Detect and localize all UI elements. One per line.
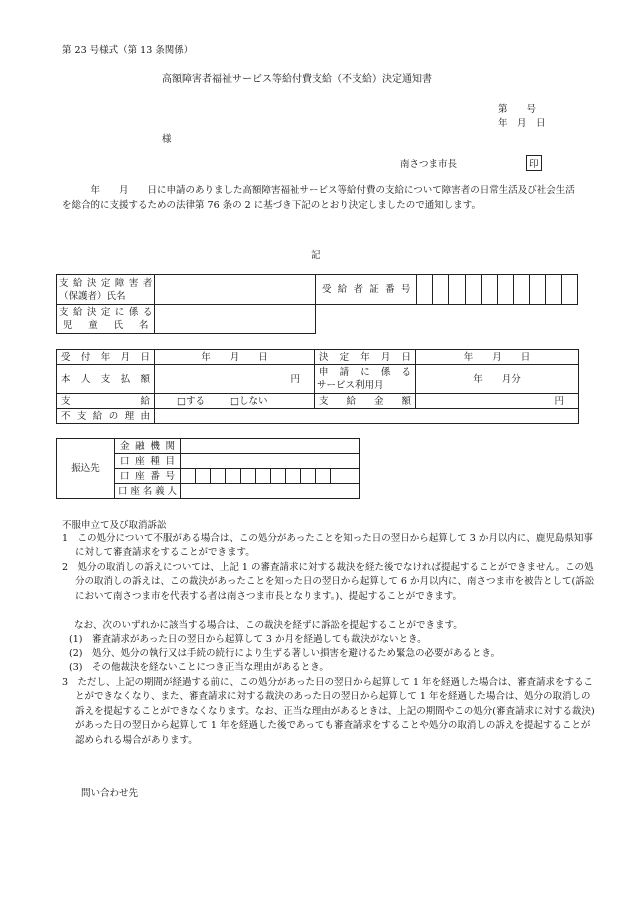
account-digit[interactable]: [256, 469, 271, 484]
document-title: 高額障害者福祉サービス等給付費支給（不支給）決定通知書: [162, 74, 432, 85]
account-digit[interactable]: [301, 469, 316, 484]
account-digit[interactable]: [316, 469, 331, 484]
recipient-table: [56, 274, 578, 334]
support-label: 支給: [57, 394, 155, 409]
receipt-date-field[interactable]: 年 月 日: [155, 350, 315, 365]
appeal-sub-1: (1) 審査請求があった日の翌日から起算して 3 か月を経過しても裁決がないとき。: [69, 634, 427, 645]
cert-digit[interactable]: [449, 275, 465, 305]
child-name-field[interactable]: [155, 305, 316, 334]
cert-digit[interactable]: [529, 275, 545, 305]
cert-digit[interactable]: [433, 275, 449, 305]
cert-digit[interactable]: [513, 275, 529, 305]
appeal-item-1: 1 この処分について不服がある場合は、この処分があったことを知った日の翌日から起算して 3 か月以内に、鹿児島県知事に対して審査請求をすることができます。: [62, 533, 593, 559]
bank-row-label: 口座番号: [115, 469, 181, 484]
account-digit[interactable]: [211, 469, 226, 484]
bank-name-field[interactable]: [181, 439, 360, 454]
account-digit[interactable]: [226, 469, 241, 484]
appeal-item-3: 3 ただし、上記の期間が経過する前に、この処分があった日の翌日から起算して 1 年を経過した場合は、審査請求をすることができなくなり、また、審査請求に対する裁決のあった日の翌日から起算して 1 年を経過した場合は、処分の取消しの訴えを提起することができなくなります。なお、正当な理由があるときは、上記の期間やこの処分(審査請求に対する裁決)があった日の翌日から起算して 1 年を経過した後であっても審査請求をすることや処分の取消しの訴えを提起することが認められる場合があります。: [62, 677, 595, 746]
appeal-sub-3: (3) その他裁決を経ないことにつき正当な理由があるとき。: [69, 662, 329, 673]
account-type-field[interactable]: [181, 454, 360, 469]
bank-row-label: 口座種目: [115, 454, 181, 469]
account-digit[interactable]: [286, 469, 301, 484]
reason-label: 不支給の理由: [57, 409, 155, 424]
receipt-date-label: 受付年月日: [57, 350, 155, 365]
option-yes-checkbox[interactable]: □する: [177, 395, 205, 407]
account-digit[interactable]: [271, 469, 286, 484]
account-digit[interactable]: [241, 469, 256, 484]
amount-label: 支給金額: [315, 394, 416, 409]
recipient-name-label: 支給決定障害者 （保護者）氏名: [57, 275, 155, 305]
intro-paragraph: 年 月 日に申請のありました高額障害福祉サービス等給付費の支給について障害者の日常生活及び社会生活を総合的に支援するための法律第 76 条の 2 に基づき下記のとおり決定しましたので通知します。: [62, 185, 575, 211]
option-no-checkbox[interactable]: □しない: [230, 395, 268, 407]
cert-digit[interactable]: [417, 275, 433, 305]
decision-table: [56, 349, 579, 424]
form-number: 第 23 号様式（第 13 条関係）: [62, 45, 194, 56]
document-date: 年 月 日: [498, 118, 546, 129]
account-digit[interactable]: [181, 469, 196, 484]
account-digit[interactable]: [331, 469, 360, 484]
amount-field[interactable]: 円: [416, 394, 579, 409]
bank-row-label: 口座名義人: [115, 484, 181, 499]
account-holder-field[interactable]: [181, 484, 360, 499]
bank-row-label: 金融機関: [115, 439, 181, 454]
support-options: [155, 394, 315, 409]
ki-heading: 記: [311, 250, 321, 261]
payment-label: 本人支払額: [57, 365, 155, 394]
cert-digit[interactable]: [545, 275, 561, 305]
payment-field[interactable]: 円: [155, 365, 315, 394]
cert-digit[interactable]: [465, 275, 481, 305]
cert-digit[interactable]: [497, 275, 513, 305]
child-name-label: 支給決定に係る 児童氏名: [57, 305, 155, 334]
cert-number-label: 受給者証番号: [315, 275, 416, 305]
addressee-suffix: 様: [162, 134, 172, 145]
blank-area: [315, 305, 577, 334]
reason-field[interactable]: [155, 409, 579, 424]
account-digit[interactable]: [196, 469, 211, 484]
document-number: 第 号: [498, 104, 537, 115]
bank-header: 振込先: [57, 439, 115, 499]
cert-digit[interactable]: [561, 275, 577, 305]
service-month-label: 申請に係る サービス利用月: [315, 365, 416, 394]
cert-digit[interactable]: [481, 275, 497, 305]
service-month-field[interactable]: 年 月分: [416, 365, 579, 394]
contact-label: 問い合わせ先: [81, 788, 139, 799]
decision-date-label: 決定年月日: [315, 350, 416, 365]
decision-date-field[interactable]: 年 月 日: [416, 350, 579, 365]
appeal-item-2-note: なお、次のいずれかに該当する場合は、この裁決を経ずに訴訟を提起することができます。: [74, 620, 463, 631]
recipient-name-field[interactable]: [155, 275, 316, 305]
issuer-name: 南さつま市長: [400, 159, 458, 170]
appeal-heading: 不服申立て及び取消訴訟: [62, 520, 167, 531]
appeal-sub-2: (2) 処分、処分の執行又は手続の続行により生ずる著しい損害を避けるため緊急の必要があるとき。: [69, 648, 501, 659]
appeal-item-2: 2 処分の取消しの訴えについては、上記 1 の審査請求に対する裁決を経た後でなければ提起することができません。この処分の取消しの訴えは、この裁決があったことを知った日の翌日から起算して 6 か月以内に、南さつま市を被告として(訴訟において南さつま市を代表する者は南さつま市長となります。)、提起することができます。: [62, 562, 595, 602]
seal-mark: 印: [526, 155, 542, 171]
bank-table: [56, 438, 360, 499]
